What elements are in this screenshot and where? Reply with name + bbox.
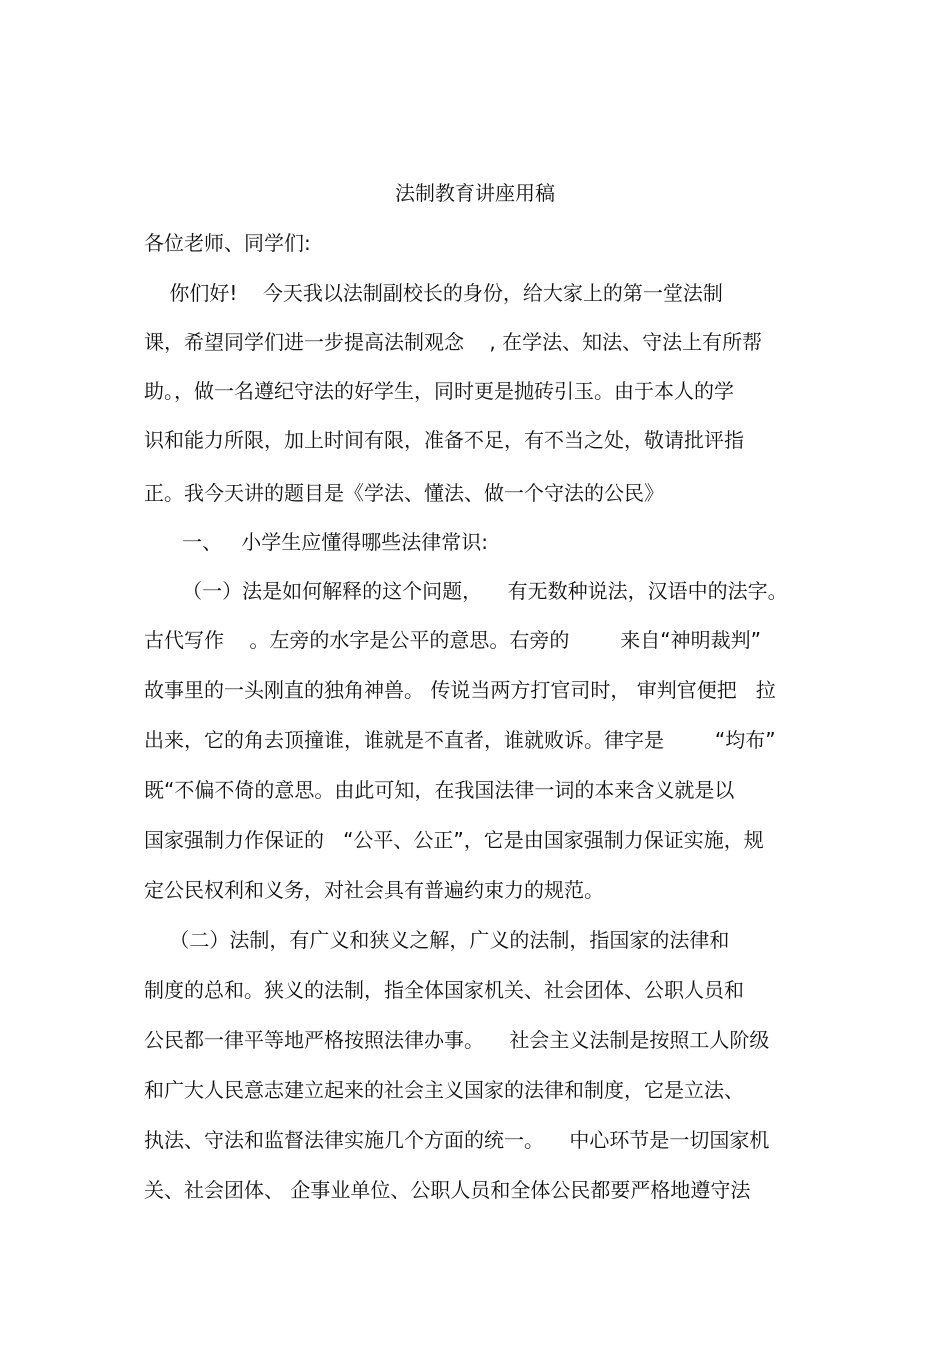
body-line: 故事里的一头刚直的独角神兽。 传说当两方打官司时， 审判官便把 拉 <box>144 678 776 702</box>
section-heading: 一、 小学生应懂得哪些法律常识: <box>144 530 488 554</box>
body-line: 和广大人民意志建立起来的社会主义国家的法律和制度，它是立法、 <box>144 1078 744 1102</box>
body-line: （二）法制，有广义和狭义之解，广义的法制，指国家的法律和 <box>144 928 730 952</box>
body-line: 既“不偏不倚的意思。由此可知，在我国法律一词的本来含义就是以 <box>144 778 735 802</box>
body-line: 你们好! 今天我以法制副校长的身份，给大家上的第一堂法制 <box>144 281 723 305</box>
body-line: 课，希望同学们进一步提高法制观念 , 在学法、知法、守法上有所帮 <box>144 330 763 354</box>
body-line: 正。我今天讲的题目是《学法、懂法、做一个守法的公民》 <box>144 481 664 505</box>
body-line: 国家强制力作保证的 “公平、公正”，它是由国家强制力保证实施，规 <box>144 828 764 852</box>
body-line: 执法、守法和监督法律实施几个方面的统一。 中心环节是一切国家机 <box>144 1128 770 1152</box>
body-line: 古代写作 。左旁的水字是公平的意思。右旁的 来自“神明裁判” <box>144 628 762 652</box>
body-line: 助。，做一名遵纪守法的好学生，同时更是抛砖引玉。由于本人的学 <box>144 379 734 403</box>
body-line: 公民都一律平等地严格按照法律办事。 社会主义法制是按照工人阶级 <box>144 1028 770 1052</box>
body-line: 关、社会团体、 企事业单位、公职人员和全体公民都要严格地遵守法 <box>144 1178 751 1202</box>
body-line: 识和能力所限，加上时间有限，准备不足，有不当之处，敬请批评指 <box>144 428 744 452</box>
body-line: （一）法是如何解释的这个问题， 有无数种说法，汉语中的法字。 <box>144 579 788 603</box>
body-line: 定公民权利和义务，对社会具有普遍约束力的规范。 <box>144 878 604 902</box>
salutation-line: 各位老师、同学们: <box>144 231 311 255</box>
body-line: 制度的总和。狭义的法制，指全体国家机关、社会团体、公职人员和 <box>144 978 744 1002</box>
body-line: 出来，它的角去顶撞谁，谁就是不直者，谁就败诉。律字是 “均布” <box>144 728 776 752</box>
document-title: 法制教育讲座用稿 <box>395 181 555 205</box>
